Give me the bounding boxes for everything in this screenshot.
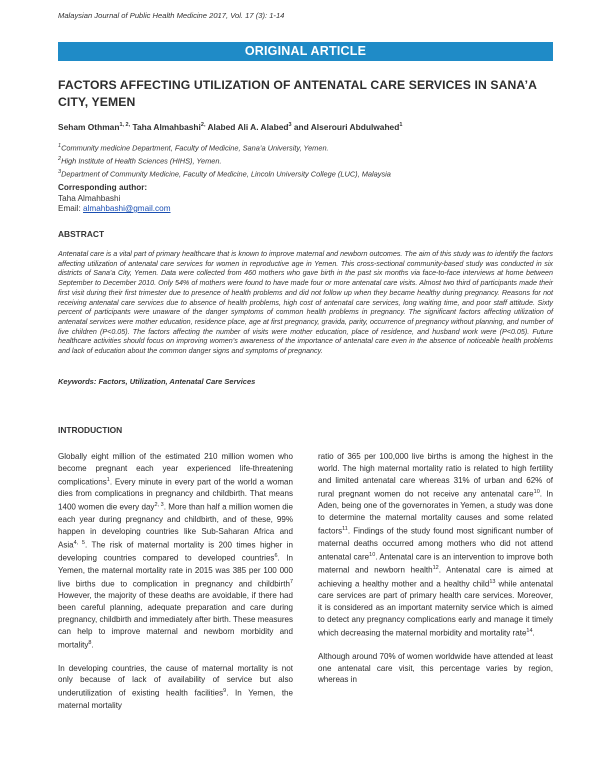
citation-superscript: 8: [88, 639, 92, 646]
section-heading-introduction: INTRODUCTION: [58, 425, 123, 435]
citation-superscript: 14: [526, 628, 533, 635]
affiliation: [58, 167, 391, 180]
body-column-left: [58, 451, 293, 723]
citation-superscript: 7: [289, 578, 293, 585]
body-column-right: [318, 451, 553, 697]
text-run: . Findings of the study found most significant number of maternal deaths occurred among mothers who did not attend antenatal care: [318, 526, 553, 562]
text-run: . Antenatal care is aimed at achieving a healthy mother and a healthy child: [318, 565, 553, 589]
text-run: . In Aden, being one of the governorates in Yemen, a study was done to determine the maternal mortality causes and some related factors: [318, 489, 553, 536]
text-run: Although around 70% of women worldwide have attended at least one antenatal care visit, this percentage varies by region, whereas in: [318, 651, 553, 685]
citation-superscript: 1: [106, 476, 110, 483]
text-run: In developing countries, the cause of maternal mortality is not only because of lack of availability of service but also underutilization of existing health facilities: [58, 663, 293, 699]
text-run: . More than half a million women die each year during pregnancy and childbirth, and of these, 99% happen in developing countries like Sub-Saharan Africa and Asia: [58, 502, 293, 550]
text-run: . Antenatal care is an intervention to improve both maternal and newborn health: [318, 552, 553, 575]
keywords-text: Factors, Utilization, Antenatal Care Services: [98, 377, 256, 386]
citation-superscript: 13: [489, 578, 496, 585]
corresponding-author-name: Taha Almahbashi: [58, 193, 121, 203]
email-link[interactable]: almahbashi@gmail.com: [83, 204, 171, 213]
keywords-label: Keywords:: [58, 377, 97, 386]
author-name: Taha Almahbashi: [132, 122, 201, 132]
affiliation-list: [58, 141, 391, 180]
citation-superscript: 4, 5: [73, 539, 85, 546]
author-name: Seham Othman: [58, 122, 120, 132]
citation-superscript: 10: [533, 488, 540, 495]
text-run: . The risk of maternal mortality is 200 times higher in developing countries compared to developed countries: [58, 540, 293, 563]
author-name: and Alserouri Abdulwahed: [293, 122, 400, 132]
article-title: FACTORS AFFECTING UTILIZATION OF ANTENATAL CARE SERVICES IN SANA’A CITY, YEMEN: [58, 78, 537, 109]
citation-superscript: 12: [432, 565, 439, 572]
text-run: Globally eight million of the estimated 210 million women who become pregnant each year experienced life-threatening complications: [58, 452, 293, 487]
paragraph: [318, 451, 553, 640]
author-affiliation-mark: 2,: [200, 122, 206, 129]
affiliation-text: High Institute of Health Sciences (HIHS), Yemen.: [61, 156, 222, 166]
article-type-banner: ORIGINAL ARTICLE: [58, 42, 553, 61]
affiliation-number: 3: [58, 169, 62, 176]
affiliation: [58, 141, 391, 154]
affiliation: [58, 154, 391, 167]
paragraph: [58, 663, 293, 712]
author-affiliation-mark: 1: [399, 122, 403, 129]
author-affiliation-mark: 3: [288, 122, 292, 129]
paragraph: [58, 451, 293, 652]
corresponding-author-heading: Corresponding author:: [58, 183, 148, 192]
author-name: Alabed Ali A. Alabed: [207, 122, 289, 132]
affiliation-text: Community medicine Department, Faculty of Medicine, Sana’a University, Yemen.: [61, 143, 329, 153]
citation-superscript: 10: [369, 551, 376, 558]
corresponding-author-block: [58, 183, 171, 215]
paragraph: [318, 651, 553, 687]
text-run: . In Yemen, the maternal mortality: [58, 689, 293, 710]
text-run: . Every minute in every part of the world a woman dies from complications in pregnancy and childbirth. That means 1400 women die every day: [58, 477, 293, 512]
abstract-heading: ABSTRACT: [58, 229, 105, 239]
text-run: .: [532, 628, 535, 638]
author-affiliation-mark: 1, 2,: [119, 122, 131, 129]
text-run: .: [91, 640, 94, 650]
text-run: ratio of 365 per 100,000 live births is among the highest in the world. The high maternal mortality ratio is related to high fertility and limited antenatal care whereas 31% of urban and 62% of rural pregnant women do not receive any antenatal care: [318, 452, 553, 499]
author-list: [58, 122, 402, 132]
citation-superscript: 11: [342, 526, 348, 533]
affiliation-text: Department of Community Medicine, Faculty of Medicine, Lincoln University College (LUC), Malaysia: [61, 169, 391, 179]
text-run: However, the majority of these deaths are avoidable, if there had been careful planning, adequate preparation and care during pregnancy, childbirth and immediately after birth. These measures can help to improve maternal and newborn morbidity and mortality: [58, 591, 293, 650]
affiliation-number: 2: [58, 156, 62, 163]
citation-superscript: 9: [223, 688, 227, 695]
text-run: while antenatal care services are part of primary health care services. Moreover, it is considered as an important maternity service which is aimed to detect any pregnancy complications early and manage it timely which decreasing the maternal morbidity and mortality rate: [318, 579, 554, 638]
keywords-line: [58, 377, 255, 386]
abstract-text: Antenatal care is a vital part of primary healthcare that is known to improve maternal and newborn outcomes. The aim of this study was to identify the factors affecting utilization of antenatal care services for women in reproductive age in Yemen. This cross-sectional community-based study was conducted in six districts of Sana’a City, Yemen. Data were collected from 460 mothers who gave birth in the past six months via face-to-face interviews at home between September to December 2010. Only 54% of mothers were found to have made four or more antenatal care visits. Almost two third of participants made their first visit during their first trimester due to presence of health problems and did not follow up when they became healthy during pregnancy. Reasons for not receiving antenatal care services due to absence of health problems, high cost of antenatal care services, long waiting time, and poor staff attitude. Sixty percent of participants were unaware of the danger symptoms of common health problems in pregnancy. The significant factors affecting utilization of antenatal services were mother education, residence place, age at first pregnancy, gravida, parity, occurrence of pregnancy without planning, and number of live children (P<0.05). The factors affecting the number of visits were mother education, place of residence, and husband work were (P<0.05). Future healthcare activities should focus on improving women’s awareness of the importance of antenatal care even in the absence of noticeable health problems and lack of education about the common danger signs and symptoms of pregnancy.: [58, 250, 553, 356]
citation-superscript: 2, 3: [154, 502, 164, 509]
affiliation-number: 1: [58, 143, 62, 149]
email-label: Email:: [58, 204, 81, 213]
text-run: . In Yemen, the maternal mortality rate in 2015 was 385 per 100 000 live births due to complication in pregnancy and childbirth: [58, 553, 293, 589]
citation-superscript: 6: [274, 553, 278, 560]
journal-header: Malaysian Journal of Public Health Medicine 2017, Vol. 17 (3): 1-14: [58, 11, 285, 20]
